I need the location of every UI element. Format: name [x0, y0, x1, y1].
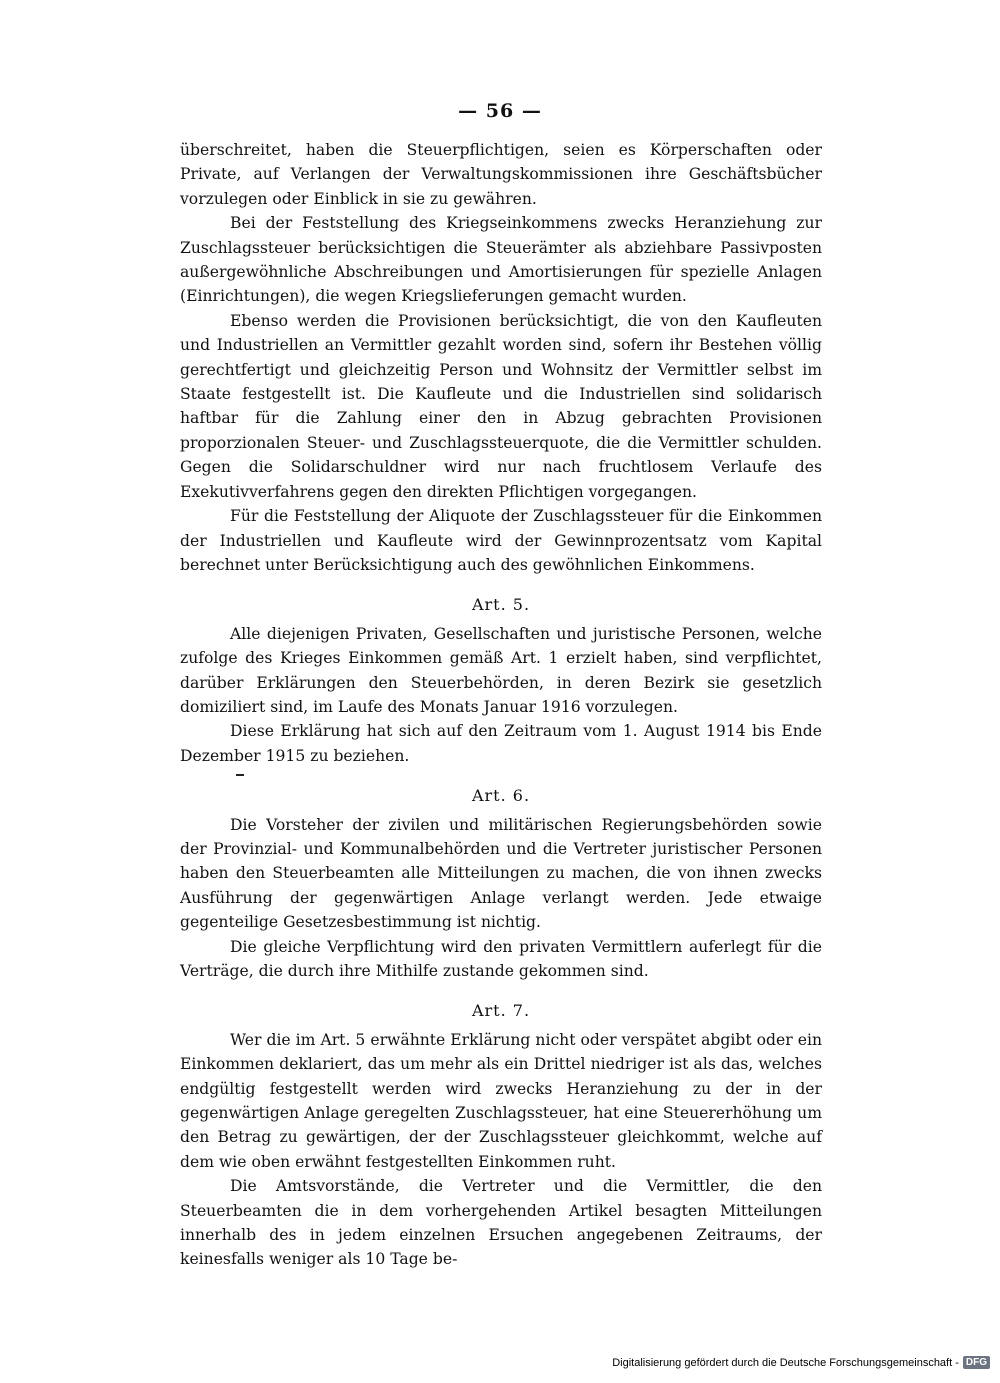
paragraph: Wer die im Art. 5 erwähnte Erklärung nicht oder verspätet abgibt oder ein Einkommen deklariert, das um mehr als ein Drittel niedriger ist als das, welches endgültig festgestellt werden wird zwecks Heranziehung zu der in der gegenwärtigen Anlage geregelten Zuschlagssteuer, hat eine Steuererhöhung um den Betrag zu gewärtigen, der der Zuschlagssteuer gleichkommt, welche auf dem wie oben erwähnt festgestellten Einkommen ruht. — [180, 1030, 822, 1171]
paragraph: Die Amtsvorstände, die Vertreter und die Vermittler, die den Steuerbeamten die in dem vorhergehenden Artikel besagten Mitteilungen innerhalb des in jedem einzelnen Ersuchen angegebenen Zeitraums, der keinesfalls weniger als 10 Tage be- — [180, 1177, 822, 1269]
paragraph: Bei der Feststellung des Kriegseinkommens zwecks Heranziehung zur Zuschlagssteuer berücksichtigen die Steuerämter als abziehbare Passivposten außergewöhnliche Abschreibungen und Amortisierungen für spezielle Anlagen (Einrichtungen), die wegen Kriegslieferungen gemacht wurden. — [180, 214, 822, 306]
article-heading-5: Art. 5. — [471, 595, 531, 615]
ink-mark — [236, 774, 244, 776]
article-heading-6: Art. 6. — [471, 786, 531, 806]
digitization-footer — [612, 1356, 990, 1369]
paragraph: Für die Feststellung der Aliquote der Zuschlagssteuer für die Einkommen der Industriellen und Kaufleute wird der Gewinnprozentsatz vom Kapital berechnet unter Berücksichtigung auch des gewöhnlichen Einkommens. — [180, 507, 822, 574]
footer-text: Digitalisierung gefördert durch die Deutsche Forschungsgemeinschaft - — [612, 1356, 959, 1369]
article-heading-7: Art. 7. — [471, 1001, 531, 1021]
paragraph: Die gleiche Verpflichtung wird den privaten Vermittlern auferlegt für die Verträge, die durch ihre Mithilfe zustande gekommen sind. — [180, 937, 822, 980]
paragraph: Ebenso werden die Provisionen berücksichtigt, die von den Kaufleuten und Industriellen an Vermittler gezahlt worden sind, sofern ihr Bestehen völlig gerechtfertigt und gleichzeitig Person und Wohnsitz der Vermittler selbst im Staate festgestellt ist. Die Kaufleute und die Industriellen sind solidarisch haftbar für die Zahlung einer den in Abzug gebrachten Provisionen proporzionalen Steuer- und Zuschlagssteuerquote, die die Vermittler schulden. Gegen die Solidarschuldner wird nur nach fruchtlosem Verlaufe des Exekutivverfahrens gegen den direkten Pflichtigen vorgegangen. — [180, 311, 822, 501]
page-number: — 56 — — [458, 100, 542, 122]
paragraph: Die Vorsteher der zivilen und militärischen Regierungsbehörden sowie der Provinzial- und Kommunalbehörden und die Vertreter juristischer Personen haben den Steuerbeamten alle Mitteilungen zu machen, die von ihnen zwecks Ausführung der gegenwärtigen Anlage verlangt werden. Jede etwaige gegenteilige Gesetzesbestimmung ist nichtig. — [180, 815, 822, 932]
dfg-logo-icon: DFG — [963, 1356, 990, 1369]
document-body — [180, 138, 822, 1272]
paragraph: Alle diejenigen Privaten, Gesellschaften und juristische Personen, welche zufolge des Krieges Einkommen gemäß Art. 1 erzielt haben, sind verpflichtet, darüber Erklärungen den Steuerbehörden, in deren Bezirk sie gesetzlich domiziliert sind, im Laufe des Monats Januar 1916 vorzulegen. — [180, 624, 822, 716]
paragraph: Diese Erklärung hat sich auf den Zeitraum vom 1. August 1914 bis Ende Dezember 1915 zu beziehen. — [180, 722, 822, 765]
paragraph-continuation: überschreitet, haben die Steuerpflichtigen, seien es Körperschaften oder Private, auf Verlangen der Verwaltungskommissionen ihre Geschäftsbücher vorzulegen oder Einblick in sie zu gewähren. — [180, 141, 822, 208]
